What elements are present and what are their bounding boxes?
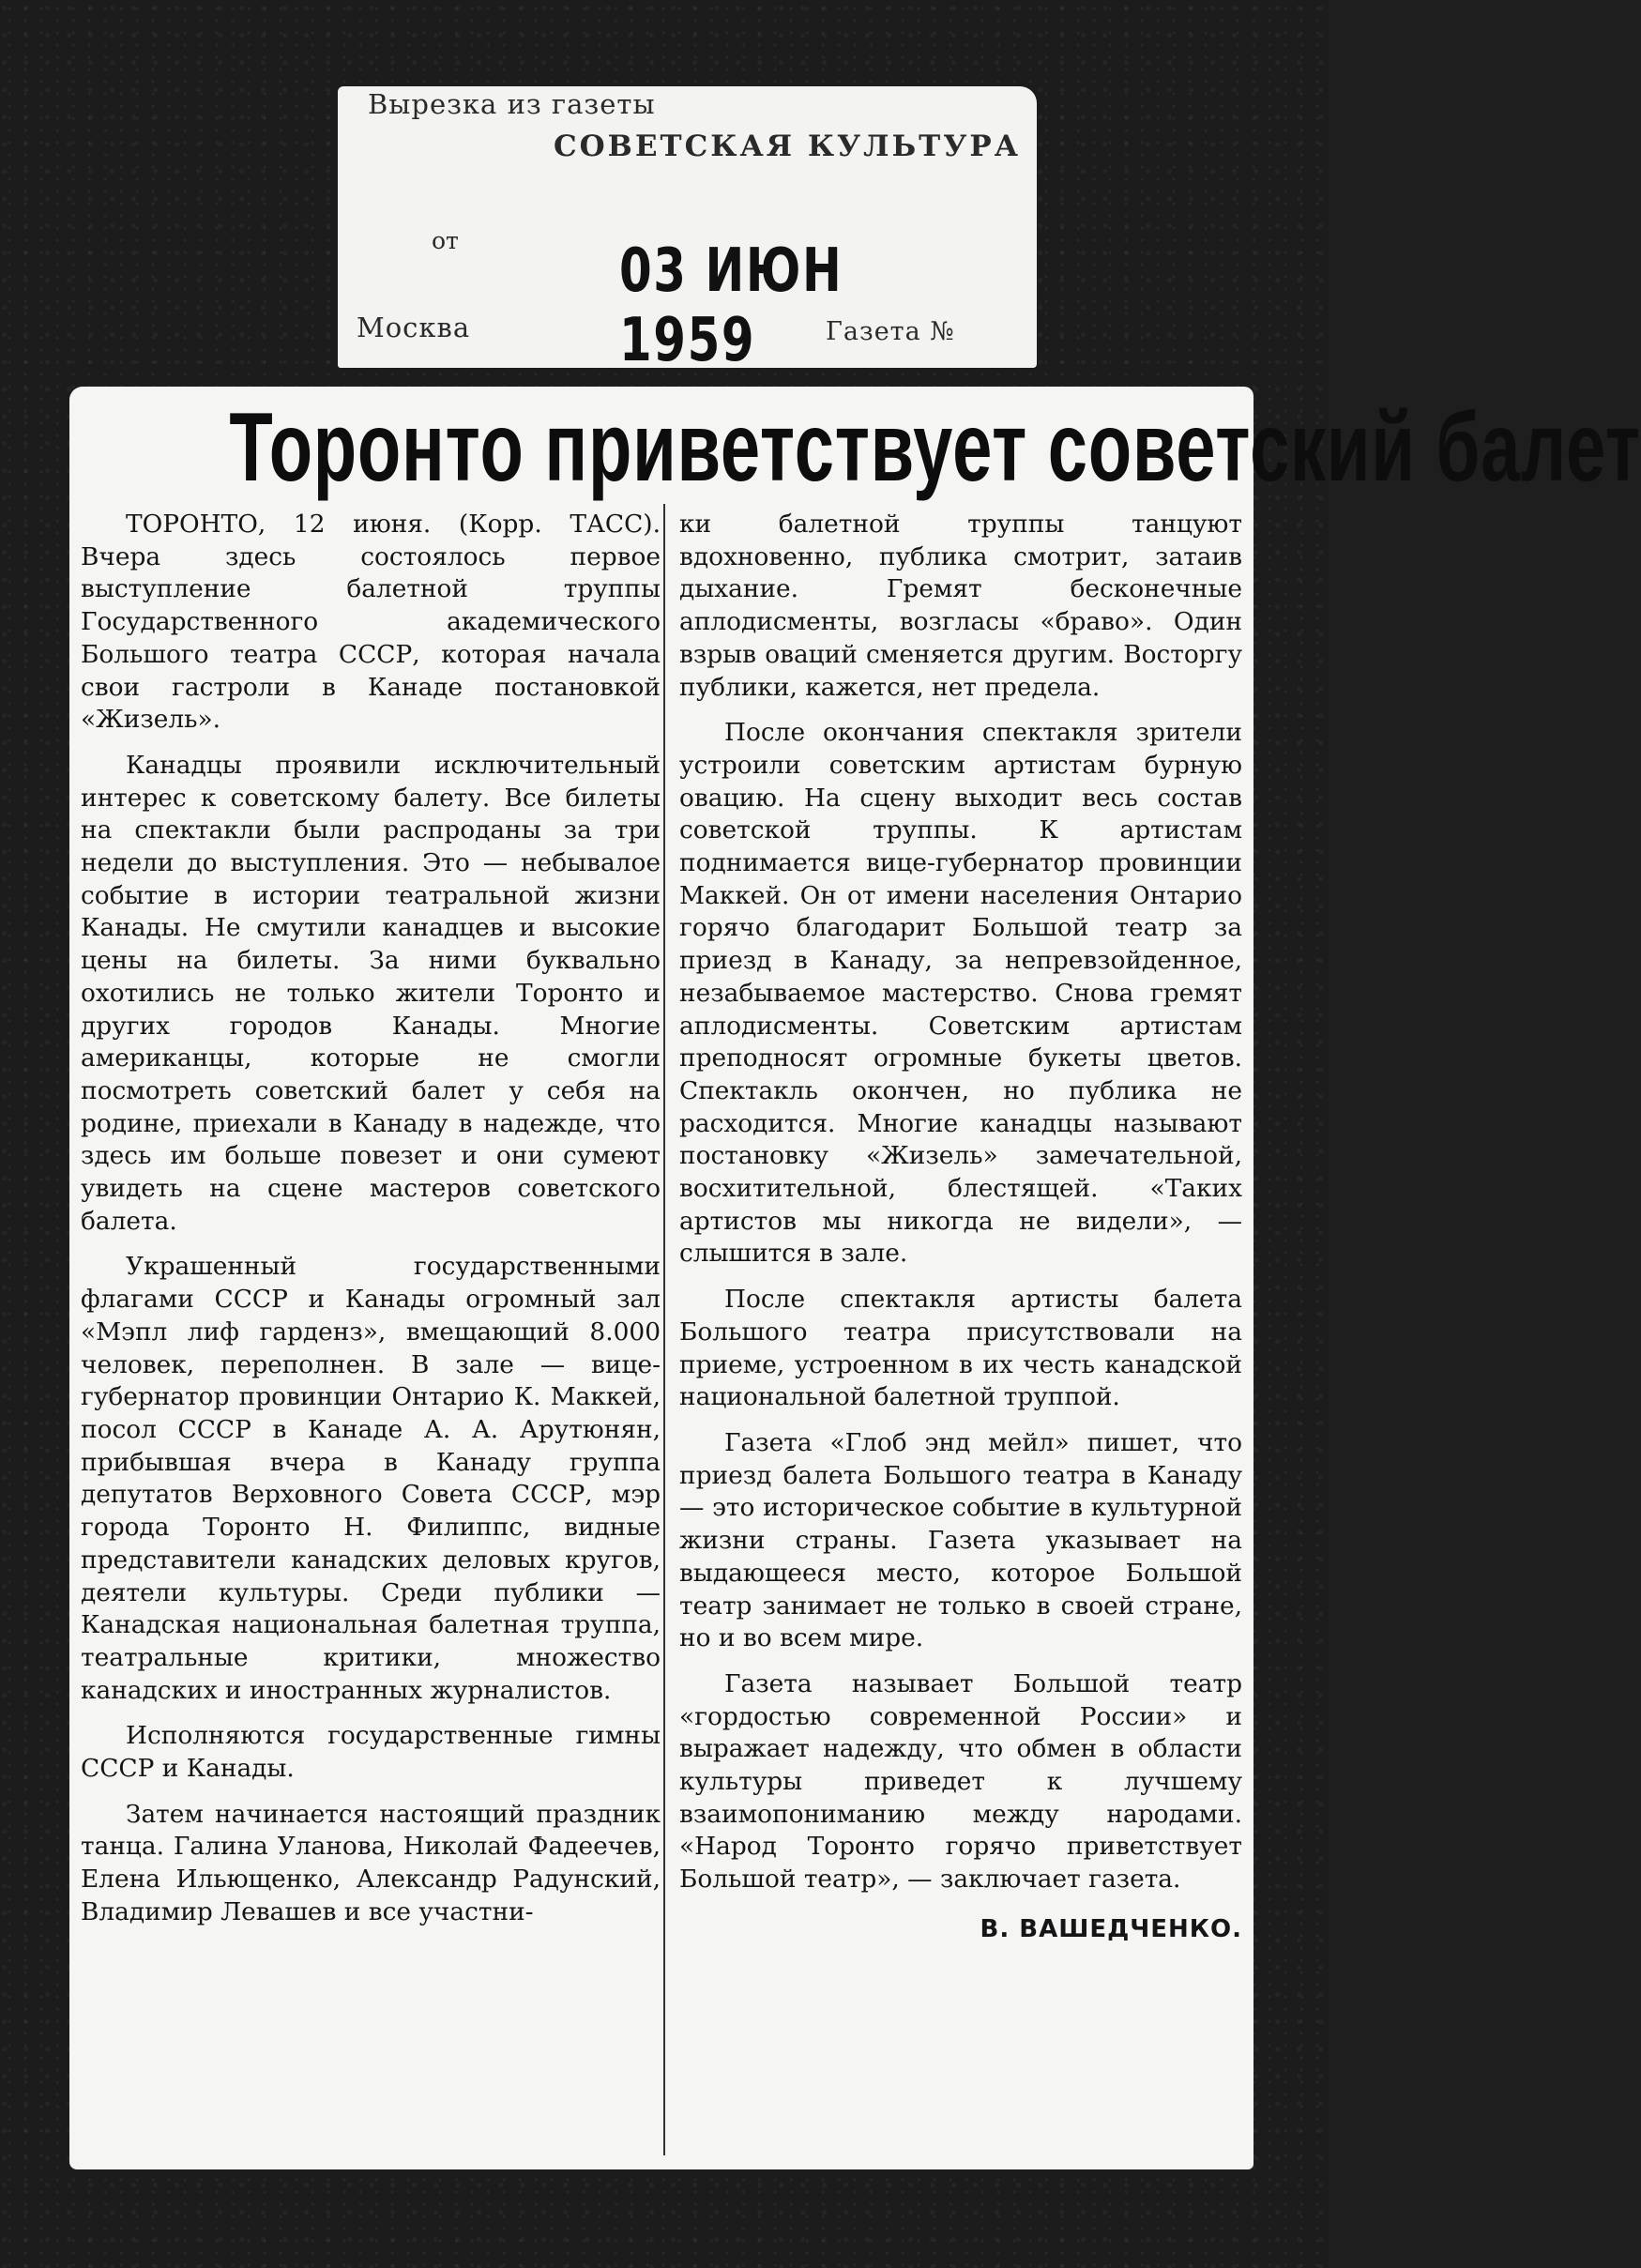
stamp-from-label: от bbox=[432, 227, 459, 254]
paragraph: ки балетной труппы танцуют вдохновенно, публика смотрит, затаив дыхание. Гремят бесконечные аплодисменты, возгласы «браво». Один взрыв оваций сменяется другим. Восторгу публики, кажется, нет предела. bbox=[679, 510, 1242, 702]
column-divider bbox=[663, 504, 665, 2155]
stamp-date: 03 ИЮН 1959 bbox=[619, 236, 843, 375]
paragraph: Украшенный государственными флагами СССР и Канады огромный зал «Мэпл лиф гарденз», вмещающий 8.000 человек, переполнен. В зале — вице-губернатор провинции Онтарио К. Маккей, посол СССР в Канаде А. А. Арутюнян, прибывшая вчера в Канаду группа депутатов Верховного Совета СССР, мэр города Торонто Н. Филиппс, видные представители канадских деловых кругов, деятели культуры. Среди публики — Канадская национальная балетная труппа, театральные критики, множество канадских и иностранных журналистов. bbox=[81, 1252, 661, 1705]
stamp-city: Москва bbox=[357, 312, 471, 343]
article-column-left bbox=[81, 509, 661, 1942]
paragraph: Канадцы проявили исключительный интерес к советскому балету. Все билеты на спектакли были распроданы за три недели до выступления. Это — небывалое событие в истории театральной жизни Канады. Не смутили канадцев и высокие цены на билеты. За ними буквально охотились не только жители Торонто и других городов Канады. Многие американцы, которые не смогли посмотреть советский балет у себя на родине, приехали в Канаду в надежде, что здесь им больше повезет и они сумеют увидеть на сцене мастеров советского балета. bbox=[81, 750, 661, 1236]
clipping-stamp bbox=[338, 86, 1037, 375]
paragraph: Газета «Глоб энд мейл» пишет, что приезд балета Большого театра в Канаду — это историческое событие в культурной жизни страны. Газета указывает на выдающееся место, которое Большой театр занимает не только в своей стране, но и во всем мире. bbox=[679, 1427, 1242, 1653]
stamp-header: Вырезка из газеты bbox=[368, 88, 656, 120]
paragraph: После окончания спектакля зрители устроили советским артистам бурную овацию. На сцену выходит весь состав советской труппы. К артистам поднимается вице-губернатор провинции Маккей. Он от имени населения Онтарио горячо благодарит Большой театр за приезд в Канаду, за непревзойденное, незабываемое мастерство. Снова гремят аплодисменты. Советским артистам преподносят огромные букеты цветов. Спектакль окончен, но публика не расходится. Многие канадцы называют постановку «Жизель» замечательной, восхитительной, блестящей. «Таких артистов мы никогда не видели», — слышится в зале. bbox=[679, 718, 1242, 1269]
stamp-gazeta-number: Газета № bbox=[826, 317, 955, 346]
newspaper-name: СОВЕТСКАЯ КУЛЬТУРА bbox=[554, 129, 1021, 163]
paragraph: Затем начинается настоящий праздник танца. Галина Уланова, Николай Фадеечев, Елена Ильющенко, Александр Радунский, Владимир Левашев и все участни- bbox=[81, 1799, 661, 1926]
paragraph: Исполняются государственные гимны СССР и Канады. bbox=[81, 1721, 661, 1784]
author-signature: В. ВАШЕДЧЕНКО. bbox=[980, 1914, 1242, 1943]
article-headline: Торонто приветствует советский балет bbox=[229, 393, 1641, 502]
article-clipping bbox=[69, 387, 1641, 2169]
paragraph: После спектакля артисты балета Большого театра присутствовали на приеме, устроенном в их честь канадской национальной балетной труппой. bbox=[679, 1285, 1242, 1412]
paragraph: Газета называет Большой театр «гордостью современной России» и выражает надежду, что обмен в области культуры приведет к лучшему взаимопониманию между народами. «Народ Торонто горячо приветствует Большой театр», — заключает газета. bbox=[679, 1668, 1242, 1895]
article-column-right bbox=[679, 509, 1242, 1946]
paragraph: ТОРОНТО, 12 июня. (Корр. ТАСС). Вчера здесь состоялось первое выступление балетной труппы Государственного академического Большого театра СССР, которая начала свои гастроли в Канаде постановкой «Жизель». bbox=[81, 510, 661, 735]
